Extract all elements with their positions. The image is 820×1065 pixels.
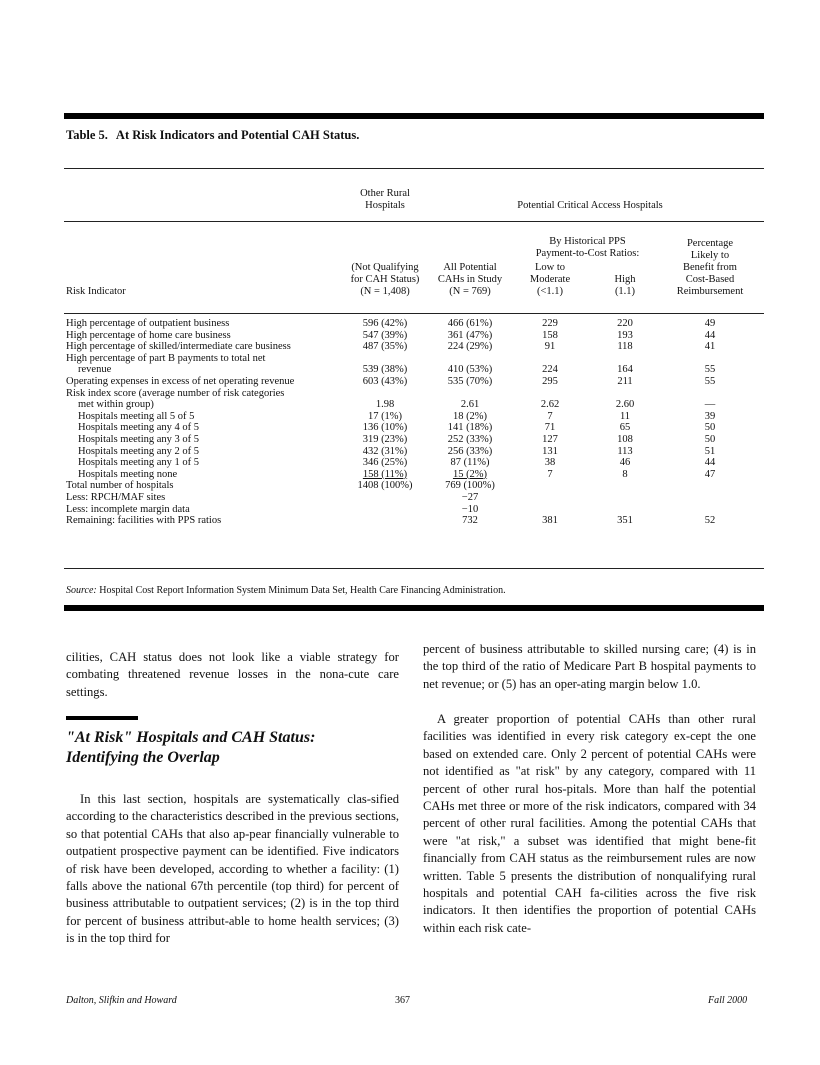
cell-c3: 7 <box>547 468 553 480</box>
cell-c5: 44 <box>704 457 716 469</box>
table-row <box>0 388 820 400</box>
left-para-1: cilities, CAH status does not look like a viable strategy for combating threatened revenue losses in the nona-cute care settings. <box>66 650 399 699</box>
cell-c5: 50 <box>704 422 716 434</box>
row-label: High percentage of outpatient business <box>66 318 230 329</box>
section-bar <box>66 716 138 720</box>
cell-c2: −10 <box>461 503 479 515</box>
top-thick-rule <box>64 113 764 119</box>
header-col5: Percentage Likely to Benefit from Cost-Based Reimbursement <box>676 238 744 297</box>
table-row <box>0 422 820 434</box>
row-label: revenue <box>78 364 112 376</box>
cell-c4: 46 <box>619 457 631 469</box>
cell-c2: 87 (11%) <box>450 457 490 469</box>
cell-c3: 229 <box>542 318 558 329</box>
cell-c3: 2.62 <box>540 399 560 411</box>
cell-c2: 141 (18%) <box>447 422 493 434</box>
cell-c1: 1408 (100%) <box>357 480 413 492</box>
table-source <box>66 585 506 596</box>
footer-issue: Fall 2000 <box>708 995 748 1006</box>
row-label: Hospitals meeting none <box>78 468 178 480</box>
cell-c5: 55 <box>704 376 716 387</box>
cell-c5: — <box>704 399 716 411</box>
table-row <box>0 492 820 504</box>
footer-page: 367 <box>395 995 410 1006</box>
cell-c4: 113 <box>617 445 633 457</box>
cell-c1: 487 (35%) <box>362 341 408 353</box>
footer-authors: Dalton, Slifkin and Howard <box>66 995 177 1006</box>
table-row <box>0 399 820 411</box>
table-caption <box>66 128 359 143</box>
header-col4: High (1.1) <box>614 274 636 297</box>
row-label: Less: incomplete margin data <box>66 503 190 515</box>
table-row <box>0 446 820 458</box>
source-label: Source: <box>66 585 97 596</box>
cell-c3: 38 <box>544 457 556 469</box>
table-row <box>0 469 820 481</box>
table-row <box>0 341 820 353</box>
header-bottom-rule <box>64 313 764 314</box>
header-col3: Low to Moderate (<1.1) <box>529 262 571 297</box>
table-number: Table 5. <box>66 128 108 142</box>
cell-c1: 547 (39%) <box>362 329 408 341</box>
table-bottom-rule <box>64 568 764 569</box>
header-other-rural: Other Rural Hospitals <box>360 188 410 211</box>
cell-c2: 2.61 <box>460 399 480 411</box>
cell-c2: 18 (2%) <box>452 410 488 422</box>
table-row <box>0 504 820 516</box>
header-group-rule <box>64 221 764 222</box>
right-para-2: A greater proportion of potential CAHs than other rural facilities was identified in every risk category ex-cept the one based on extended care. Only 2 percent of potential CAHs were not identified as "at risk" by any category, compared with 11 percent of other rural hos-pitals. More than half the potential CAHs met three or more of the risk indicators, compared with 34 percent of other rural facilities. Among the potential CAHs that were "at risk," a subset was identified that might bene-fit financially from CAH status as the reimbursement rules are now written. Table 5 presents the distribution of nonqualifying rural hospitals and potential CAH fa-cilities across the five risk indicators. It then identifies the proportion of potential CAHs within each risk cate- <box>423 712 756 935</box>
cell-c4: 193 <box>617 329 633 341</box>
row-label: High percentage of home care business <box>66 329 231 341</box>
table-title: At Risk Indicators and Potential CAH Status. <box>115 128 360 142</box>
header-potential-cah: Potential Critical Access Hospitals <box>517 200 663 211</box>
table-row <box>0 364 820 376</box>
cell-c3: 381 <box>542 515 558 527</box>
row-label: High percentage of part B payments to total net <box>66 352 266 364</box>
caption-rule <box>64 168 764 169</box>
cell-c2: 466 (61%) <box>447 318 493 329</box>
left-para-2: In this last section, hospitals are systematically clas-sified according to the characteristics described in the previous sections, so that potential CAHs that also ap-pear financially vulnerable to outpatient prospective payment can be identified. Five indicators of risk have been developed, according to whether a facility: (1) falls above the national 67th percentile (top third) for percent of business attributable to outpatient services; (2) is in the top third for percent of business attribut-able to home health services; (3) is in the top third for <box>66 792 399 946</box>
section-heading: "At Risk" Hospitals and CAH Status: Identifying the Overlap <box>66 729 316 766</box>
cell-c1: 17 (1%) <box>367 410 403 422</box>
cell-c1: 603 (43%) <box>362 376 408 387</box>
cell-c2: 256 (33%) <box>447 445 493 457</box>
source-text: Hospital Cost Report Information System Minimum Data Set, Health Care Financing Administration. <box>99 585 506 596</box>
cell-c5: 50 <box>704 434 716 445</box>
cell-c5: 52 <box>704 515 716 527</box>
table-row <box>0 515 820 527</box>
cell-c2: 224 (29%) <box>447 341 493 353</box>
row-label: Risk index score (average number of risk categories <box>66 387 285 399</box>
cell-c2: −27 <box>461 492 479 503</box>
header-by-historical: By Historical PPS Payment-to-Cost Ratios: <box>535 236 640 259</box>
cell-c5: 41 <box>704 341 716 353</box>
table-row <box>0 318 820 330</box>
cell-c2: 361 (47%) <box>447 329 493 341</box>
cell-c2: 410 (53%) <box>447 364 493 376</box>
cell-c5: 39 <box>704 410 716 422</box>
table-row <box>0 330 820 342</box>
table-row <box>0 411 820 423</box>
cell-c2: 732 <box>462 515 478 527</box>
cell-c4: 220 <box>617 318 633 329</box>
cell-c4: 108 <box>617 434 633 445</box>
cell-c3: 224 <box>542 364 558 376</box>
row-label: Operating expenses in excess of net operating revenue <box>66 376 295 387</box>
cell-c1: 539 (38%) <box>362 364 408 376</box>
cell-c1: 346 (25%) <box>362 457 408 469</box>
row-label: met within group) <box>78 399 154 411</box>
table-row <box>0 434 820 446</box>
row-label: Remaining: facilities with PPS ratios <box>66 515 222 527</box>
header-col1: (Not Qualifying for CAH Status) (N = 1,408) <box>350 262 420 297</box>
row-label: Less: RPCH/MAF sites <box>66 492 166 503</box>
cell-c4: 65 <box>619 422 631 434</box>
cell-c4: 118 <box>617 341 633 353</box>
table-row <box>0 376 820 388</box>
cell-c1: 319 (23%) <box>362 434 408 445</box>
cell-c3: 131 <box>542 445 558 457</box>
table-row <box>0 457 820 469</box>
row-label: High percentage of skilled/intermediate care business <box>66 341 291 353</box>
cell-c5: 49 <box>704 318 716 329</box>
row-label: Hospitals meeting any 1 of 5 <box>78 457 200 469</box>
cell-c5: 55 <box>704 364 716 376</box>
row-label: Hospitals meeting any 4 of 5 <box>78 422 200 434</box>
row-label: Hospitals meeting any 3 of 5 <box>78 434 200 445</box>
cell-c2: 15 (2%) <box>452 468 488 480</box>
row-label: Hospitals meeting any 2 of 5 <box>78 445 200 457</box>
cell-c3: 127 <box>542 434 558 445</box>
row-label: Total number of hospitals <box>66 480 174 492</box>
cell-c3: 7 <box>547 410 553 422</box>
header-col2: All Potential CAHs in Study (N = 769) <box>437 262 503 297</box>
cell-c5: 47 <box>704 468 716 480</box>
cell-c4: 11 <box>619 410 631 422</box>
right-para-1: percent of business attributable to skilled nursing care; (4) is in the top third of the ratio of Medicare Part B hospital payments to net revenue; or (5) has an oper-ating margin below 1.0. <box>423 642 756 691</box>
cell-c4: 164 <box>617 364 633 376</box>
cell-c3: 295 <box>542 376 558 387</box>
cell-c3: 158 <box>542 329 558 341</box>
cell-c1: 1.98 <box>375 399 395 411</box>
table-row <box>0 480 820 492</box>
cell-c4: 2.60 <box>615 399 635 411</box>
cell-c5: 44 <box>704 329 716 341</box>
bottom-thick-rule <box>64 605 764 611</box>
cell-c2: 535 (70%) <box>447 376 493 387</box>
cell-c3: 71 <box>544 422 556 434</box>
cell-c2: 769 (100%) <box>445 480 495 492</box>
cell-c1: 596 (42%) <box>362 318 408 329</box>
table-row <box>0 353 820 365</box>
cell-c4: 8 <box>622 468 628 480</box>
row-label: Hospitals meeting all 5 of 5 <box>78 410 195 422</box>
cell-c5: 51 <box>704 445 716 457</box>
cell-c3: 91 <box>544 341 556 353</box>
cell-c1: 432 (31%) <box>362 445 408 457</box>
header-risk-indicator: Risk Indicator <box>66 286 126 297</box>
cell-c1: 158 (11%) <box>362 468 408 480</box>
cell-c2: 252 (33%) <box>447 434 493 445</box>
cell-c4: 211 <box>617 376 633 387</box>
cell-c4: 351 <box>617 515 633 527</box>
cell-c1: 136 (10%) <box>362 422 408 434</box>
